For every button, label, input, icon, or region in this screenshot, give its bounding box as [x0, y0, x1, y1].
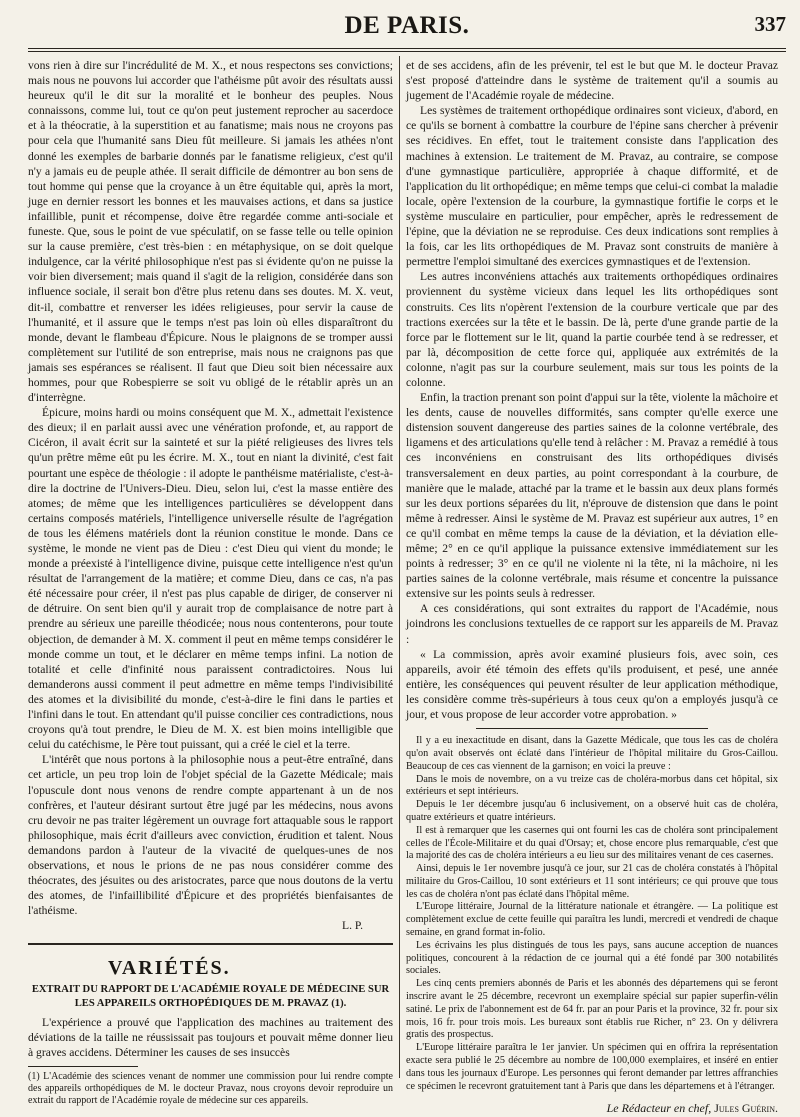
note: Les cinq cents premiers abonnés de Paris et les abonnés des départemens qui se feront inscrire avant le 25 décembre, recevront un exemplaire spécial sur papier superfin-vélin satiné. Le prix de l'abonnement est de 64 fr. par an pour Paris et la province, 32 fr. pour six mois, 16 fr. pour trois mois. Les bureaux sont établis rue Richer, n° 23. On y délivrera gratis des prospectus.	[406, 978, 778, 1041]
paragraph: « La commission, après avoir examiné plusieurs fois, avec soin, ces appareils, avoir été témoin des effets qu'ils produisent, et pesé, une année entière, les conséquences qui peuvent résulter de leur application méthodique, les considère comme très-supérieurs à tous ceux qu'on a employés jusqu'à ce jour, et vous propose de leur accorder votre approbation. »	[406, 647, 778, 722]
header-rule	[28, 51, 786, 52]
article-subhead: EXTRAIT DU RAPPORT DE L'ACADÉMIE ROYALE DE MÉDECINE SUR LES APPAREILS ORTHOPÉDIQUES DE M. PRAVAZ (1).	[31, 983, 390, 1009]
paragraph: A ces considérations, qui sont extraites du rapport de l'Académie, nous joindrons les conclusions textuelles de ce rapport sur les appareils de M. Pravaz :	[406, 602, 778, 646]
paragraph: vons rien à dire sur l'incrédulité de M. X., et nous respectons ses convictions; mais nous ne pouvons lui accorder que l'athéisme pût avoir des résultats aussi heureux qu'il le dit sur la moralité et le bonheur des peuples. Nous connaissons, comme lui, tout ce qu'on peut justement reprocher au sacerdoce et à la théocratie, à la superstition et au fanatisme; mais nous ne croyons pas pour cela que l'humanité sans Dieu fût meilleure. Si jamais les athées n'ont donné les exemples de barbarie donnés par le fanatisme religieux, c'est qu'il n'y a jamais eu de peuple athée. Il serait difficile de démontrer au bon sens de tout homme qui pense que la croyance à un être équitable qui, après la mort, juge en dernier ressort les bonnes et les mauvaises actions, et dans sa justice infaillible, punit et récompense, doive être regardée comme anti-sociale et funeste. Que, sous le point de vue spéculatif, on se fasse telle ou telle opinion sur la cause première, c'est très-bien : en métaphysique, on se doit quelque indulgence, car la vérité philosophique n'est pas si évidente qu'on ne puisse la voir bien diversement; mais quand il s'agit de la religion, considérée dans son influence sociale, il serait bon d'être plus retenu dans ses doutes. M. X. veut, dit-il, combattre et renverser les idées religieuses, pour servir la cause de l'humanité, et il assure que le temps n'est pas loin où elles disparaîtront du monde, devant le flambeau d'Épicure. Nous le plaignons de se tromper aussi complètement sur l'utilité de son entreprise, mais nous ne craignons pas que jamais ses espérances se réalisent. Il faut que Dieu soit bien nécessaire aux hommes, pour que Robespierre se soit vu obligé de le rétablir après un an d'interrègne.	[28, 59, 393, 405]
footnote-rule	[28, 1066, 138, 1067]
note: Depuis le 1er décembre jusqu'au 6 inclusivement, on a observé huit cas de choléra, quatre extérieurs et quatre intérieurs.	[406, 799, 778, 823]
note: Il y a eu inexactitude en disant, dans la Gazette Médicale, que tous les cas de choléra qu'on avait observés ont éclaté dans l'intérieur de l'hôpital militaire du Gros-Caillou. Beaucoup de ces cas viennent de la garnison; en voici la preuve :	[406, 735, 778, 772]
left-column	[28, 58, 393, 1107]
masthead	[28, 12, 786, 46]
page-number: 337	[754, 12, 786, 36]
paragraph: L'expérience a prouvé que l'application des machines au traitement des déviations de la taille ne réussissait pas toujours et pouvait même donner lieu à graves accidens. Déterminer les causes de ses insuccès	[28, 1015, 393, 1059]
editor-name: Jules Guérin.	[714, 1101, 778, 1116]
news-notes	[406, 735, 778, 1093]
right-column	[406, 58, 778, 1117]
paragraph: Enfin, la traction prenant son point d'appui sur la tête, violente la mâchoire et les dents, cause de nouvelles difformités, sans compter qu'elle exerce une distension souvent dangereuse des parties saines de la colonne vertébrale, des ligamens et des articulations qu'elle tend à relâcher : M. Pravaz a remédié à tous ces inconvéniens en construisant des lits orthopédiques divisés transversalement en deux parties, au point correspondant à la courbure, de manière que le malade, attaché par la trame et le bassin aux deux plans formés sur les deux portions séparées du lit, n'éprouve de distension que dans le point même à redresser. Ainsi le système de M. Pravaz est supérieur aux autres, 1° en ce qu'il combat en même temps la cause de la déviation, et la déviation elle-même; 2° en ce qu'il applique la puissance extensive immédiatement sur les points à redresser; 3° en ce qu'il ne violente ni la tête, ni la mâchoire, ni les parties saines de la colonne vertébrale, mais résume et concentre la puissance extensive sur les points seuls à redresser.	[406, 391, 778, 601]
note: Ainsi, depuis le 1er novembre jusqu'à ce jour, sur 21 cas de choléra constatés à l'hôpital militaire du Gros-Caillou, 10 sont extérieurs et 11 sont intérieurs; ce qui prouve que tous les cas de choléra n'ont pas éclaté dans l'hôpital même.	[406, 863, 778, 900]
note: L'Europe littéraire paraîtra le 1er janvier. Un spécimen qui en offrira la représentation exacte sera publié le 25 décembre au nombre de 100,000 exemplaires, et inséré en entier dans tous les journaux d'Europe. Les personnes qui feront demander par lettres affranchies ce spécimen le recevront gratuitement tant à Paris que dans les départemens et à l'étranger.	[406, 1042, 778, 1092]
signature: L. P.	[342, 919, 363, 933]
section-separator	[28, 943, 393, 957]
header-rule	[28, 48, 786, 49]
editor-label: Le Rédacteur en chef,	[606, 1101, 712, 1116]
column-divider	[399, 56, 400, 1078]
note: L'Europe littéraire, Journal de la littérature nationale et étrangère. — La politique est complètement exclue de cette feuille qui paraîtra les lundi, mercredi et vendredi de chaque semaine, en grand format in-folio.	[406, 901, 778, 939]
paragraph: Les systèmes de traitement orthopédique ordinaires sont vicieux, d'abord, en ce qu'ils se bornent à combattre la courbure de l'épine sans chercher à prévenir ses récidives. En effet, tout le traitement consiste dans l'application des machines à extension. Le traitement de M. Pravaz, au contraire, se compose d'une gymnastique particulière, appropriée à chaque difformité, et de l'application du lit orthopédique; en même temps que celui-ci combat la maladie locale, opère l'extension de la courbure, la gymnastique fortifie le corps et le système musculaire en particulier, pour empêcher, après le redressement de l'épine, que la déviation ne se reproduise. Ces deux indications sont remplies à la fois, car les lits orthopédiques de M. Pravaz sont construits de manière à permettre l'emploi simultané des exercices gymnastiques et de l'extension.	[406, 104, 779, 269]
editor-signature	[406, 1101, 778, 1116]
paragraph: et de ses accidens, afin de les prévenir, tel est le but que M. le docteur Pravaz s'est proposé d'atteindre dans le système de traitement qu'il a soumis au jugement de l'Académie royale de médecine.	[406, 59, 778, 103]
note: Dans le mois de novembre, on a vu treize cas de choléra-morbus dans cet hôpital, six extérieurs et sept intérieurs.	[406, 773, 778, 798]
paragraph: Épicure, moins hardi ou moins conséquent que M. X., admettait l'existence des dieux; il en parlait aussi avec une vénération profonde, et, au rapport de Cicéron, il avait écrit sur la sainteté et sur la piété religieuses des livres tels qu'un prêtre même eût pu les écrire. M. X., tout en niant la divinité, c'est fait pourtant une espèce de théologie : il adopte le panthéisme matérialiste, c'est-à-dire la doctrine de l'Univers-Dieu. Dieu, selon lui, c'est la masse entière des atomes; de même que les intelligences particulières se développent dans certains composés matériels, l'intelligence universelle résulte de l'agrégation de tous les élémens matériels dont la réunion constitue le monde. Dans ce système, le monde ne vient pas de Dieu : c'est Dieu qui vient du monde; le monde a préexisté à l'intelligence divine, puisque cette intelligence n'est qu'un résultat de l'arrangement de la matière; et comme Dieu, dans ce cas, n'a pas été nécessaire pour créer, il n'est pas plus capable de diriger, de conserver ni de détruire. On sent bien qu'il y aurait trop de complaisance de notre part à prendre au sérieux une pareille théodicée; nous nous contenterons, pour toute objection, de demander à M. X. comment il peut en même temps considérer le monde comme un tout, et le déclarer en même temps infini. La notion de totalité et celle d'infinité nous paraissent contradictoires. Nous lui demanderons aussi comment il peut admettre en même temps l'indivisibilité des atomes et la divisibilité du monde, c'est-à-dire le fini dans le parties et l'infini dans le tout. En attendant qu'il puisse concilier ces contradictions, nous croyons qu'à tout prendre, le Dieu de M. X. est bien moins intelligible que celui du catéchisme, le Père tout puissant, qui a créé le ciel et la terre.	[28, 406, 393, 752]
section-title: VARIÉTÉS.	[108, 957, 231, 980]
footnote: (1) L'Académie des sciences venant de nommer une commission pour lui rendre compte des appareils orthopédiques de M. le docteur Pravaz, nous croyons devoir reproduire un extrait du rapport de l'Académie royale de médecine sur ces appareils.	[28, 1070, 393, 1107]
paragraph: L'intérêt que nous portons à la philosophie nous a peut-être entraîné, dans cet article, un peu trop loin de l'objet spécial de la Gazette Médicale; mais l'opuscule dont nous venons de rendre compte appartenant à un de nos confrères, et l'auteur désirant surtout être jugé par les médecins, nous avons cru devoir ne pas traiter légèrement un ouvrage fort attaquable sous le rapport philosophique, mais écrit d'ailleurs avec conviction, érudition et talent. Nous demandons pardon à l'auteur de la vivacité de quelques-unes de nos observations, et nous le prions de ne pas nous considérer comme des théocrates, des jésuites ou des aristocrates, parce que nous doutons de la vertu des atomes, de l'infaillibilité d'Épicure et des propriétés bienfaisantes de l'athéisme.	[28, 753, 393, 918]
note: Il est à remarquer que les casernes qui ont fourni les cas de choléra sont principalement celles de l'École-Militaire et du quai d'Orsay; et, chose encore plus remarquable, c'est que la majorité des cas de choléra intérieurs a eu lieu sur des militaires venant de ces casernes.	[406, 824, 778, 862]
page-title: DE PARIS.	[344, 12, 470, 39]
note: Les écrivains les plus distingués de tous les pays, sans aucune acception de nuances politiques, concourent à la rédaction de ce journal qui a été fondé par 300 notabilités sociales.	[406, 939, 778, 977]
commission-quote	[406, 647, 778, 722]
paragraph: Les autres inconvéniens attachés aux traitements orthopédiques ordinaires proviennent du système vicieux dans lequel les lits orthopédiques sont construits. Ces lits n'opèrent l'extension de la courbure verticale que par des tractions exercées sur la tête et le bassin. De là, perte d'une grande partie de la force par le flottement sur le lit, quand la partie courbée tend à se redresser, et par là, décomposition de cette force qui, appliquée aux extrémités de la colonne, n'agit pas sur la courbure seulement, mais sur tous les points de la colonne.	[406, 270, 778, 389]
section-separator	[476, 728, 708, 729]
